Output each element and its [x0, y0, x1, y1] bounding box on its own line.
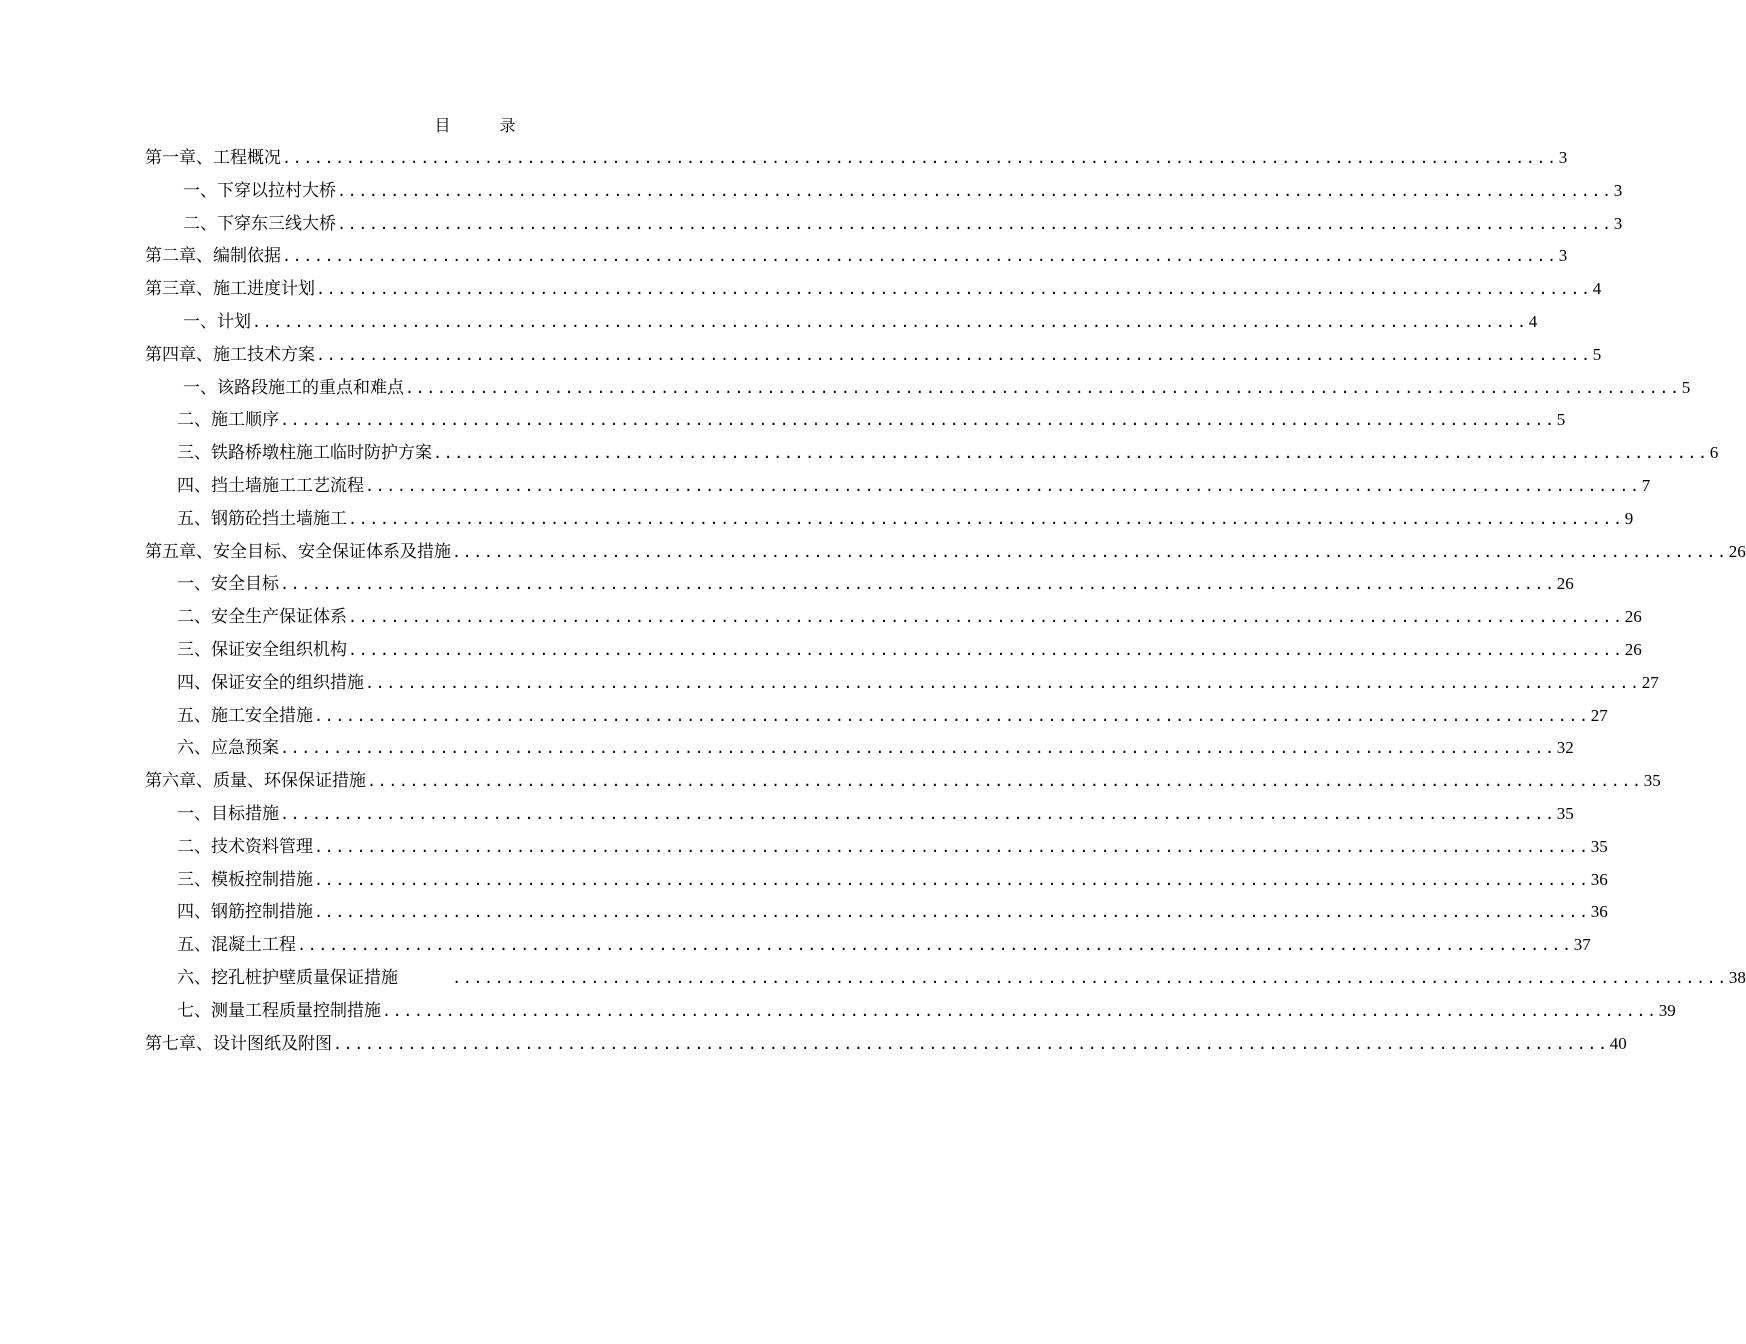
toc-dot-leader: ........................................................................................................................	[282, 247, 1558, 266]
toc-page-number: 35	[1590, 836, 1608, 856]
toc-entry-label: 四、保证安全的组织措施	[177, 672, 364, 693]
toc-entry-label: 第四章、施工技术方案	[145, 344, 315, 365]
toc-section-entry[interactable]	[145, 833, 1608, 866]
toc-entry-label: 一、该路段施工的重点和难点	[183, 377, 404, 398]
toc-dot-leader: ........................................................................................................................	[280, 575, 1556, 594]
toc-page-number: 26	[1624, 639, 1642, 659]
toc-dot-leader: ........................................................................................................................	[348, 509, 1624, 528]
toc-section-entry[interactable]	[145, 800, 1574, 833]
toc-page-number: 26	[1624, 607, 1642, 627]
toc-dot-leader: ........................................................................................................................	[280, 411, 1556, 430]
toc-section-entry[interactable]	[145, 308, 1538, 341]
toc-page-number: 6	[1709, 443, 1719, 463]
toc-dot-leader: ........................................................................................................................	[433, 444, 1709, 463]
toc-entry-label: 第一章、工程概况	[145, 148, 281, 168]
toc-entry-label: 三、模板控制措施	[177, 869, 313, 890]
toc-section-entry[interactable]	[145, 472, 1651, 505]
toc-entry-label: 五、混凝土工程	[177, 935, 296, 956]
toc-page-number: 7	[1641, 475, 1651, 495]
toc-chapter-entry[interactable]	[145, 1030, 1627, 1063]
toc-entry-label: 第二章、编制依据	[145, 246, 281, 267]
toc-entry-label: 第三章、施工进度计划	[145, 279, 315, 300]
toc-dot-leader: ........................................................................................................................	[333, 1034, 1609, 1053]
toc-chapter-entry[interactable]	[145, 538, 1746, 571]
toc-chapter-entry[interactable]	[145, 144, 1568, 177]
toc-page-number: 27	[1641, 672, 1659, 692]
toc-entry-label: 七、测量工程质量控制措施	[177, 1000, 381, 1021]
toc-section-entry[interactable]	[145, 931, 1591, 964]
toc-page-number: 36	[1590, 869, 1608, 889]
toc-dot-leader: ........................................................................................................................	[382, 1001, 1658, 1020]
toc-dot-leader: ........................................................................................................................	[348, 640, 1624, 659]
toc-dot-leader: ........................................................................................................................	[314, 870, 1590, 889]
toc-entry-label: 一、下穿以拉村大桥	[183, 180, 336, 201]
toc-entry-label: 四、挡土墙施工工艺流程	[177, 475, 364, 496]
toc-title: 目 录	[434, 116, 538, 135]
toc-section-entry[interactable]	[145, 570, 1574, 603]
toc-chapter-entry[interactable]	[145, 275, 1602, 308]
toc-entry-label: 三、铁路桥墩柱施工临时防护方案	[177, 443, 432, 464]
toc-entry-label: 二、施工顺序	[177, 410, 279, 431]
toc-dot-leader: ........................................................................................................................	[280, 804, 1556, 823]
toc-page-number: 3	[1613, 180, 1623, 200]
toc-chapter-entry[interactable]	[145, 767, 1661, 800]
toc-page-number: 26	[1728, 541, 1746, 561]
toc-section-entry[interactable]	[145, 406, 1566, 439]
toc-page-number: 36	[1590, 902, 1608, 922]
toc-page-number: 39	[1658, 1000, 1676, 1020]
toc-page-number: 40	[1609, 1033, 1627, 1053]
toc-page-number: 5	[1556, 410, 1566, 430]
toc-page-number: 32	[1556, 738, 1574, 758]
toc-section-entry[interactable]	[145, 603, 1642, 636]
toc-page-number: 37	[1573, 935, 1591, 955]
toc-page-number: 35	[1643, 771, 1661, 791]
toc-entry-label: 二、下穿东三线大桥	[183, 213, 336, 234]
toc-dot-leader: ........................................................................................................................	[316, 280, 1592, 299]
toc-section-entry[interactable]	[145, 439, 1719, 472]
toc-dot-leader: ........................................................................................................................	[314, 903, 1590, 922]
toc-dot-leader: ........................................................................................................................	[314, 706, 1590, 725]
toc-page-number: 9	[1624, 508, 1634, 528]
toc-entry-label: 二、安全生产保证体系	[177, 607, 347, 628]
toc-entry-label: 二、技术资料管理	[177, 836, 313, 857]
toc-page-number: 4	[1528, 311, 1538, 331]
toc-entry-label: 第七章、设计图纸及附图	[145, 1033, 332, 1054]
toc-dot-leader: ........................................................................................................................	[280, 739, 1556, 758]
toc-page-number: 5	[1681, 377, 1691, 397]
toc-entry-label: 四、钢筋控制措施	[177, 902, 313, 923]
toc-section-entry[interactable]	[145, 636, 1642, 669]
toc-dot-leader: ........................................................................................................................	[348, 608, 1624, 627]
toc-entry-label: 五、钢筋砼挡土墙施工	[177, 508, 347, 529]
toc-dot-leader: ........................................................................................................................	[365, 476, 1641, 495]
toc-entry-label: 一、计划	[183, 311, 251, 332]
toc-page-number: 3	[1558, 246, 1568, 266]
toc-page-number: 3	[1558, 148, 1568, 167]
toc-section-entry[interactable]	[145, 702, 1608, 735]
toc-page-number: 4	[1592, 279, 1602, 299]
toc-entry-label: 第五章、安全目标、安全保证体系及措施	[145, 541, 451, 562]
toc-section-entry[interactable]	[145, 898, 1608, 931]
toc-page-number: 26	[1556, 574, 1574, 594]
toc-dot-leader: ........................................................................................................................	[365, 673, 1641, 692]
toc-page-number: 3	[1613, 213, 1623, 233]
toc-section-entry[interactable]	[145, 210, 1623, 243]
toc-dot-leader: ........................................................................................................................	[337, 181, 1613, 200]
toc-dot-leader: ........................................................................................................................	[314, 837, 1590, 856]
toc-dot-leader: ........................................................................................................................	[316, 345, 1592, 364]
toc-entry-label: 六、挖孔桩护壁质量保证措施	[177, 967, 398, 988]
toc-dot-leader: ........................................................................................................................	[282, 149, 1558, 167]
toc-entry-label: 第六章、质量、环保保证措施	[145, 771, 366, 792]
toc-entry-label: 五、施工安全措施	[177, 705, 313, 726]
toc-section-entry[interactable]	[145, 734, 1574, 767]
toc-section-entry[interactable]	[145, 997, 1676, 1030]
toc-section-entry[interactable]	[145, 374, 1691, 407]
toc-dot-leader: ........................................................................................................................	[367, 772, 1643, 791]
toc-dot-leader: ........................................................................................................................	[252, 312, 1528, 331]
toc-dot-leader: ........................................................................................................................	[297, 936, 1573, 955]
toc-entry-label: 六、应急预案	[177, 738, 279, 759]
toc-dot-leader: ........................................................................................................................	[452, 542, 1728, 561]
toc-entry-label: 三、保证安全组织机构	[177, 639, 347, 660]
toc-dot-leader: ........................................................................................................................	[405, 378, 1681, 397]
toc-chapter-entry[interactable]	[145, 242, 1568, 275]
toc-entry-label: 一、目标措施	[177, 803, 279, 824]
toc-section-entry[interactable]	[145, 964, 1746, 997]
toc-entry-label: 一、安全目标	[177, 574, 279, 595]
toc-page-number: 35	[1556, 803, 1574, 823]
toc-page-number: 5	[1592, 344, 1602, 364]
toc-section-entry[interactable]	[145, 177, 1623, 210]
toc-page-number: 27	[1590, 705, 1608, 725]
toc-section-entry[interactable]	[145, 505, 1634, 538]
toc-dot-leader: ........................................................................................................................	[452, 968, 1728, 987]
toc-page-number: 38	[1728, 967, 1746, 987]
toc-dot-leader: ........................................................................................................................	[337, 214, 1613, 233]
toc-section-entry[interactable]	[145, 866, 1608, 899]
toc-section-entry[interactable]	[145, 669, 1659, 702]
toc-chapter-entry[interactable]	[145, 341, 1602, 374]
table-of-contents	[145, 144, 1746, 1062]
